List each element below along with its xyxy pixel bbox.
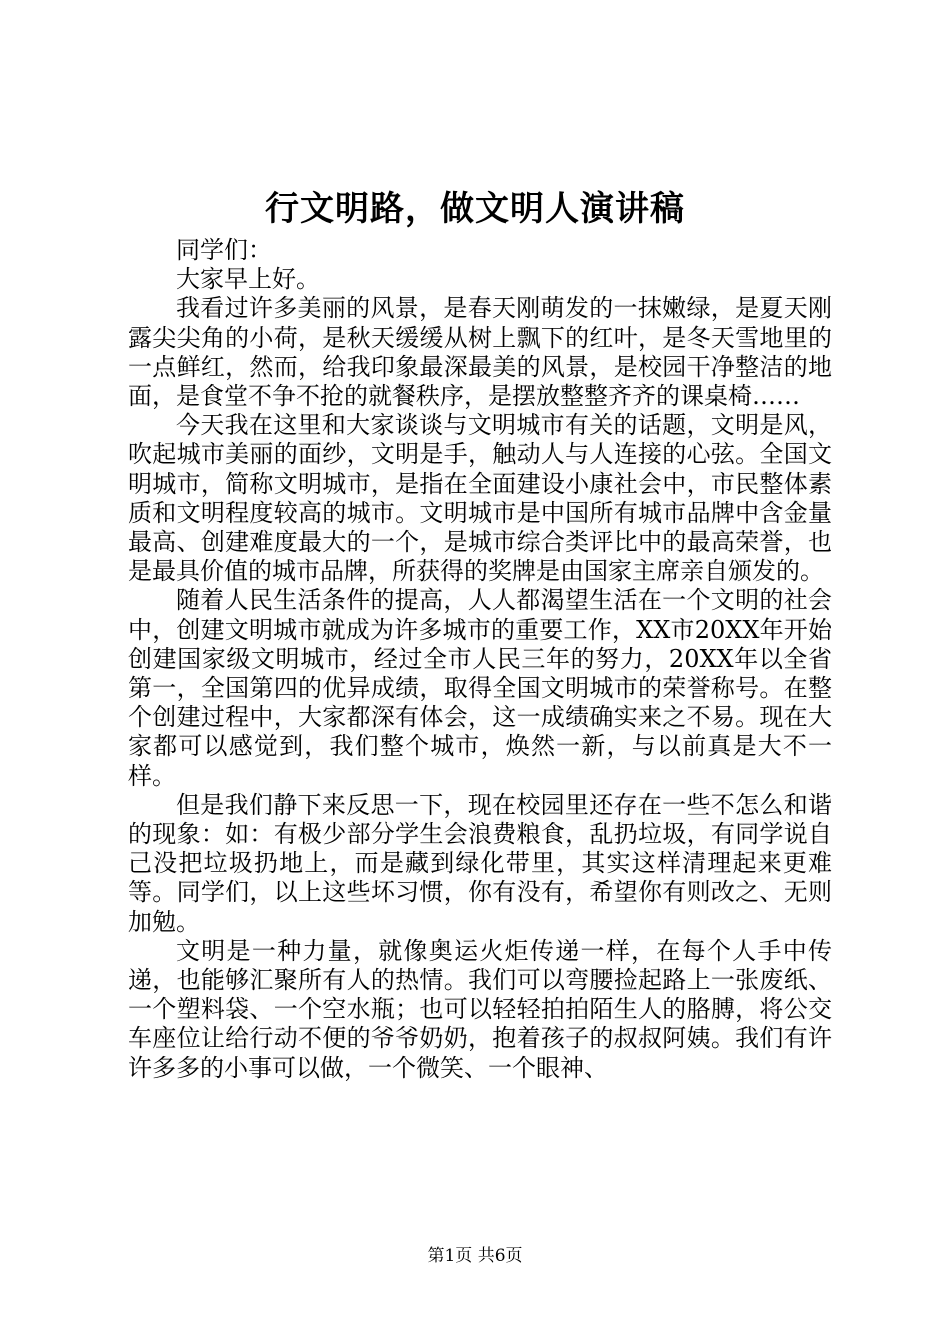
paragraph: 但是我们静下来反思一下，现在校园里还存在一些不怎么和谐的现象：如：有极少部分学生会浪费粮食，乱扔垃圾，有同学说自己没把垃圾扔地上，而是藏到绿化带里，其实这样清理起来更难等。同学们，以上这些坏习惯，你有没有，希望你有则改之、无则加勉。 bbox=[128, 790, 832, 936]
paragraph: 文明是一种力量，就像奥运火炬传递一样，在每个人手中传递，也能够汇聚所有人的热情。我们可以弯腰捡起路上一张废纸、一个塑料袋、一个空水瓶；也可以轻轻拍拍陌生人的胳膊，将公交车座位让给行动不便的爷爷奶奶，抱着孩子的叔叔阿姨。我们有许许多多的小事可以做，一个微笑、一个眼神、 bbox=[128, 936, 832, 1082]
paragraph: 我看过许多美丽的风景，是春天刚萌发的一抹嫩绿，是夏天刚露尖尖角的小荷，是秋天缓缓从树上飘下的红叶，是冬天雪地里的一点鲜红，然而，给我印象最深最美的风景，是校园干净整洁的地面，是食堂不争不抢的就餐秩序，是摆放整整齐齐的课桌椅…… bbox=[128, 294, 832, 411]
document-title: 行文明路，做文明人演讲稿 bbox=[265, 189, 685, 229]
salutation: 同学们： bbox=[176, 236, 272, 264]
page-footer: 第1页 共6页 bbox=[427, 1246, 523, 1266]
paragraph: 随着人民生活条件的提高，人人都渴望生活在一个文明的社会中，创建文明城市就成为许多城市的重要工作，XX市20XX年开始创建国家级文明城市，经过全市人民三年的努力，20XX年以全省第一，全国第四的优异成绩，取得全国文明城市的荣誉称号。在整个创建过程中，大家都深有体会，这一成绩确实来之不易。现在大家都可以感觉到，我们整个城市，焕然一新，与以前真是大不一样。 bbox=[128, 586, 832, 790]
paragraph: 今天我在这里和大家谈谈与文明城市有关的话题，文明是风，吹起城市美丽的面纱，文明是手，触动人与人连接的心弦。全国文明城市，简称文明城市，是指在全面建设小康社会中，市民整体素质和文明程度较高的城市。文明城市是中国所有城市品牌中含金量最高、创建难度最大的一个，是城市综合类评比中的最高荣誉，也是最具价值的城市品牌，所获得的奖牌是由国家主席亲自颁发的。 bbox=[128, 411, 832, 586]
document-body bbox=[128, 236, 832, 1083]
greeting: 大家早上好。 bbox=[176, 265, 320, 294]
